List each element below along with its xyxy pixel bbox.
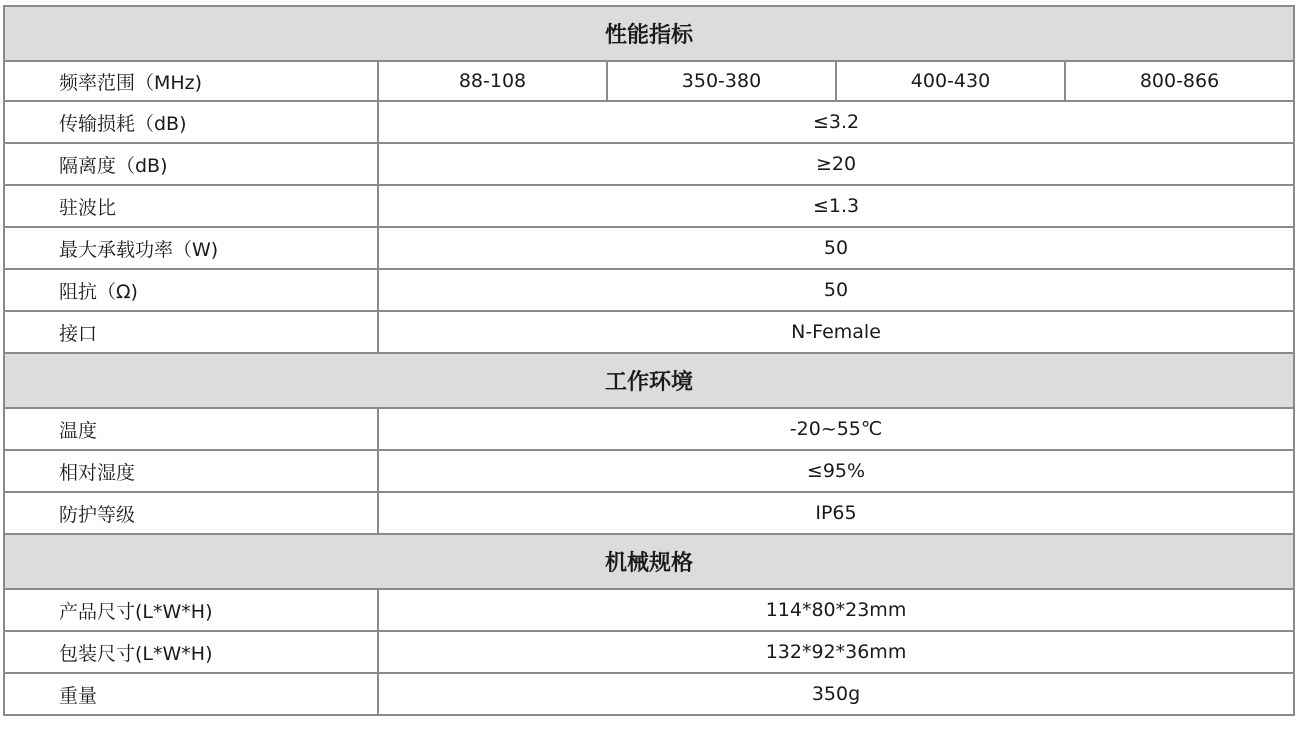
row-label: 接口: [4, 311, 378, 353]
row-value: N-Female: [378, 311, 1294, 353]
section-header-mechanical: [4, 534, 1294, 589]
section-title-mechanical: 机械规格: [4, 534, 1294, 589]
frequency-value: 88-108: [378, 61, 607, 101]
row-label: 驻波比: [4, 185, 378, 227]
row-label: 隔离度（dB): [4, 143, 378, 185]
row-value: ≥20: [378, 143, 1294, 185]
table-row-weight: [4, 673, 1294, 715]
row-label: 产品尺寸(L*W*H): [4, 589, 378, 631]
table-row-insertion-loss: [4, 101, 1294, 143]
row-value: ≤3.2: [378, 101, 1294, 143]
row-label-frequency: 频率范围（MHz): [4, 61, 378, 101]
row-label: 最大承载功率（W): [4, 227, 378, 269]
row-label: 重量: [4, 673, 378, 715]
section-header-performance: [4, 6, 1294, 61]
table-row-frequency: [4, 61, 1294, 101]
row-label: 阻抗（Ω): [4, 269, 378, 311]
table-row-impedance: [4, 269, 1294, 311]
row-value: IP65: [378, 492, 1294, 534]
section-header-environment: [4, 353, 1294, 408]
row-label: 包装尺寸(L*W*H): [4, 631, 378, 673]
table-row-product-size: [4, 589, 1294, 631]
row-value: 50: [378, 269, 1294, 311]
section-title-performance: 性能指标: [4, 6, 1294, 61]
row-value: 50: [378, 227, 1294, 269]
row-label: 温度: [4, 408, 378, 450]
table-row-connector: [4, 311, 1294, 353]
row-label: 防护等级: [4, 492, 378, 534]
table-row-isolation: [4, 143, 1294, 185]
row-value: -20~55℃: [378, 408, 1294, 450]
table-row-humidity: [4, 450, 1294, 492]
frequency-value: 400-430: [836, 61, 1065, 101]
table-row-package-size: [4, 631, 1294, 673]
section-title-environment: 工作环境: [4, 353, 1294, 408]
table-row-max-power: [4, 227, 1294, 269]
row-value: 114*80*23mm: [378, 589, 1294, 631]
frequency-value: 800-866: [1065, 61, 1294, 101]
frequency-value: 350-380: [607, 61, 836, 101]
row-value: 350g: [378, 673, 1294, 715]
row-label: 传输损耗（dB): [4, 101, 378, 143]
table-row-protection: [4, 492, 1294, 534]
row-value: 132*92*36mm: [378, 631, 1294, 673]
row-value: ≤1.3: [378, 185, 1294, 227]
row-label: 相对湿度: [4, 450, 378, 492]
table-row-vswr: [4, 185, 1294, 227]
spec-table: [3, 5, 1295, 716]
row-value: ≤95%: [378, 450, 1294, 492]
table-row-temperature: [4, 408, 1294, 450]
